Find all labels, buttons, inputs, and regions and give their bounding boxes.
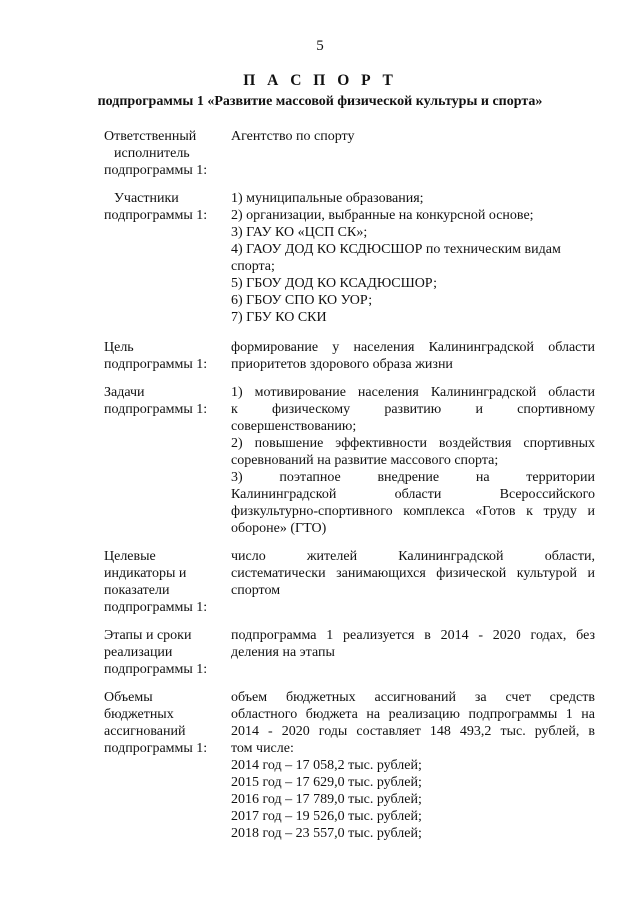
document-subtitle: подпрограммы 1 «Развитие массовой физической культуры и спорта» [97,94,543,109]
row-label: Ответственный исполнитель подпрограммы 1: [104,129,208,178]
row-label: Участники подпрограммы 1: [104,191,208,223]
row-value: объем бюджетных ассигнований за счет средств областного бюджета на реализацию подпрограммы 1 на 2014 - 2020 годы составляет 148 493,2 тыс. рублей, в том числе: 2014 год – 17 058,2 тыс. рублей; 2015 год – 17 629,0 тыс. рублей; 2016 год – 17 789,0 тыс. рублей; 2017 год – 19 526,0 тыс. рублей; 2018 год – 23 557,0 тыс. рублей; [231,690,595,841]
budget-year-2017: 2017 год – 19 526,0 тыс. рублей; [231,809,422,824]
row-label: Объемы бюджетных ассигнований подпрограммы 1: [104,690,208,756]
budget-year-2014: 2014 год – 17 058,2 тыс. рублей; [231,758,422,773]
row-value: число жителей Калининградской области, систематически занимающихся физической культурой и спортом [231,549,595,598]
row-value: подпрограмма 1 реализуется в 2014 - 2020 годах, без деления на этапы [231,628,595,660]
budget-year-2016: 2016 год – 17 789,0 тыс. рублей; [231,792,422,807]
row-label: Задачи подпрограммы 1: [104,385,208,417]
row-value: формирование у населения Калининградской области приоритетов здорового образа жизни [231,340,595,372]
row-value: 1) мотивирование населения Калининградской области к физическому развитию и спортивному совершенствованию; 2) повышение эффективности воздействия спортивных соревнований на развитие массового спорта; 3) поэтапное внедрение на территории Калининградской области Всероссийского физкультурно-спортивного комплекса «Готов к труду и обороне» (ГТО) [231,385,595,536]
document-title: П А С П О Р Т [243,72,397,89]
row-label: Этапы и сроки реализации подпрограммы 1: [104,628,208,677]
row-label: Целевые индикаторы и показатели подпрограммы 1: [104,549,208,615]
budget-year-2015: 2015 год – 17 629,0 тыс. рублей; [231,775,422,790]
row-label: Цель подпрограммы 1: [104,340,208,372]
row-value: Агентство по спорту [231,129,355,144]
page-number: 5 [316,38,324,54]
row-value: 1) муниципальные образования; 2) организации, выбранные на конкурсной основе; 3) ГАУ КО «ЦСП СК»; 4) ГАОУ ДОД КО КСДЮСШОР по техническим видам спорта; 5) ГБОУ ДОД КО КСАДЮСШОР; 6) ГБОУ СПО КО УОР; 7) ГБУ КО СКИ [231,191,561,325]
budget-year-2018: 2018 год – 23 557,0 тыс. рублей; [231,826,422,841]
